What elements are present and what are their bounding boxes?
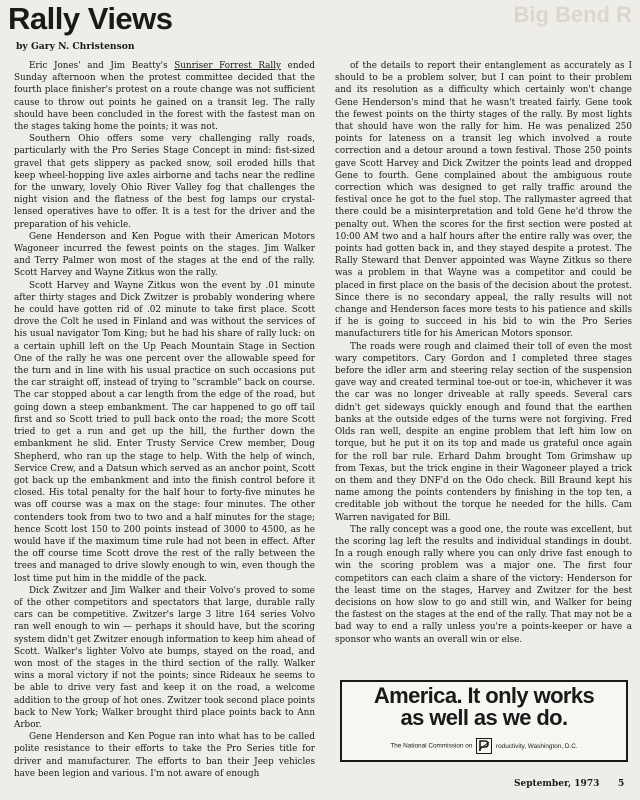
paragraph: Scott Harvey and Wayne Zitkus won the event by .01 minute after thirty stages and Dick Zwitzer is probably wondering where he could have gotten rid of .02 minute to take first place. Scott drove the Colt he used in Finland and was without the services of his usual navigator Tom King; but he had his share of rally luck: on a certain uphill left on the Up Peach Mountain Stage in Section One of the rally he was one percent over the allowable speed for the turn and in line with his usual practice on such occasions put the car straight off, instead of trying to "scramble" back on course. The car stopped about a car length from the edge of the road, but going down a steep embankment. The car happened to go off tail first and so Scott tried to pull back onto the road; the more Scott tried to get a run and get up the hill, the further down the embankment he slid. Enter Trusty Service Crew member, Doug Shepherd, who ran up the stage to help. With the help of winch, Service Crew, and a Datsun which served as an anchor point, Scott got back up the embankment and into the finish control before it closed. His total penalty for the half hour to forty-five minutes he was off course was a max on the stage: four minutes. The other contenders took from two to two and a half minutes for the stage; hence Scott lost 150 to 200 points instead of 3000 to 4500, as he would have if the maximum time rule had not been in effect. After the off course time Scott drove the rest of the rally between the trees and managed to drive slowly enough to win, even though the lost time put him in the middle of the pack. <box>14 280 315 584</box>
paragraph: Gene Henderson and Ken Pogue ran into what has to be called polite resistance to their efforts to take the Pro Series title for driver and manufacturer. The efforts to ban their Jeep vehicles have been legion and various. I'm not aware of enough <box>14 732 315 779</box>
byline: by Gary N. Christenson <box>16 41 135 52</box>
productivity-advertisement <box>340 680 628 762</box>
right-column <box>335 60 632 646</box>
left-column <box>14 60 315 780</box>
paragraph: The rally concept was a good one, the route was excellent, but the scoring lag left the results and individual standings in doubt. In a rough enough rally where you can only drive fast enough to win the scoring problem was a major one. The first four competitors can each claim a share of the victory: Henderson for the least time on the stages, Harvey and Zwitzer for the best decisions on how slow to go and still win, and Walker for being the fastest on the stages at the end of the rally. That may not be a bad way to end a rally unless you're a points-keeper or have a sponsor who wants an overall win or else. <box>335 524 632 645</box>
productivity-logo-icon <box>476 738 492 754</box>
ad-headline: America. It only works as well as we do. <box>373 683 595 730</box>
paragraph: The roads were rough and claimed their toll of even the most wary competitors. Cary Gordon and I completed three stages before the idler arm and steering relay section of the suspension gave way and created terminal toe-out or toe-in, whichever it was the car was no longer driveable at rally speeds. Several cars didn't get sideways quickly enough and found that the earthen banks at the outside edges of the turns were not forgiving. Fred Olds ran well, despite an engine problem that left him low on torque, but he put it on its top and made us grateful once again for the roll bar rule. Erhard Dahm brought Tom Grimshaw up from Texas, but the trick engine in their Wagoneer played a trick on them and they DNF'd on the Odo check. Bill Braund kept his name among the points contenders by finishing in the top ten, a creditable job without the torque he needed for the hills. Cam Warren navigated for Bill. <box>335 341 632 523</box>
paragraph: Gene Henderson and Ken Pogue with their American Motors Wagoneer incurred the fewest points on the stages. Jim Walker and Terry Palmer won most of the stages at the end of the rally. Scott Harvey and Wayne Zitkus won the rally. <box>14 231 315 279</box>
rally-name-underlined: Sunriser Forrest Rally <box>174 61 282 71</box>
issue-date: September, 1973 <box>514 779 600 789</box>
paragraph: Eric Jones' and Jim Beatty's Sunriser Forrest Rally ended Sunday afternoon when the protest committee decided that the fourth place finisher's protest on a route change was not sufficient cause to throw out points he gained on a transit leg. The rally should have been concluded in the forest with the fastest man on the stages taking home the points; it was not. <box>14 61 315 133</box>
paragraph: Dick Zwitzer and Jim Walker and their Volvo's proved to some of the other competitors and spectators that large, durable rally cars can be competitive. Zwitzer's large 3 litre 164 series Volvo ran well enough to win — perhaps it should have, but the scoring system didn't get Zwitzer enough information to keep him ahead of Scott. Walker's lighter Volvo ate bumps, stayed on the road, and won most of the stages in the third section of the rally. Walker wins a moral victory if not the points; since Rideaux he seems to be able to drive very fast and keep it on the road, a welcome addition to the group of hot ones. Zwitzer took second place points back to New York; Walker brought third place points back to Ann Arbor. <box>14 585 315 730</box>
page-number: 5 <box>618 779 625 789</box>
article-title: Rally Views <box>8 1 173 36</box>
ad-footer: The National Commission on roductivity, Washington, D.C. <box>342 738 626 754</box>
bleed-through-text: Big Bend R <box>513 2 632 27</box>
paragraph: Southern Ohio offers some very challenging rally roads, particularly with the Pro Series Stage Concept in mind: fist-sized gravel that gets slippery as packed snow, soil eroded hills that keep wheel-hopping live axles airborne and tachs near the redline for the unwary, lovely Ohio River Valley fog that challenges the night vision and the flatness of the best fog lamps our crystal-lensed operatives have to offer. It is a test for the driver and the preparation of his vehicle. <box>14 134 315 230</box>
paragraph: of the details to report their entanglement as accurately as I should to be a problem solver, but I can point to their problem and its resolution as a difficulty which certainly won't change Gene Henderson's mind that he wasn't treated fairly. Gene took the fewest points on the thirty stages of the rally. By most lights that should have won the rally for him. He was penalized 250 points for lateness on a transit leg which involved a route correction and a detour around a town festival. Those 250 points gave Scott Harvey and Dick Zwitzer the points lead and dropped Gene to fourth. Gene complained about the ambiguous route correction which was designed to get rally traffic around the festival once he got to the fuel stop. The rallymaster agreed that there could be a misinterpretation and told Gene he'd throw the penalty out. When the scores for the first section were posted at 10:00 AM two and a half hours after the entire rally was over, the points had gotten back in, and they stayed despite a protest. The Rally Steward that Denver appointed was Wayne Zitkus so there was a problem in that Wayne was a competitor and could be placed in first place on the basis of the decision about the protest. Since there is no secondary appeal, the rally results will not change and Henderson faces more tests to his patience and skills if he is going to succeed in his bid to win the Pro Series manufacturers title for his American Motors sponsor. <box>335 61 632 340</box>
